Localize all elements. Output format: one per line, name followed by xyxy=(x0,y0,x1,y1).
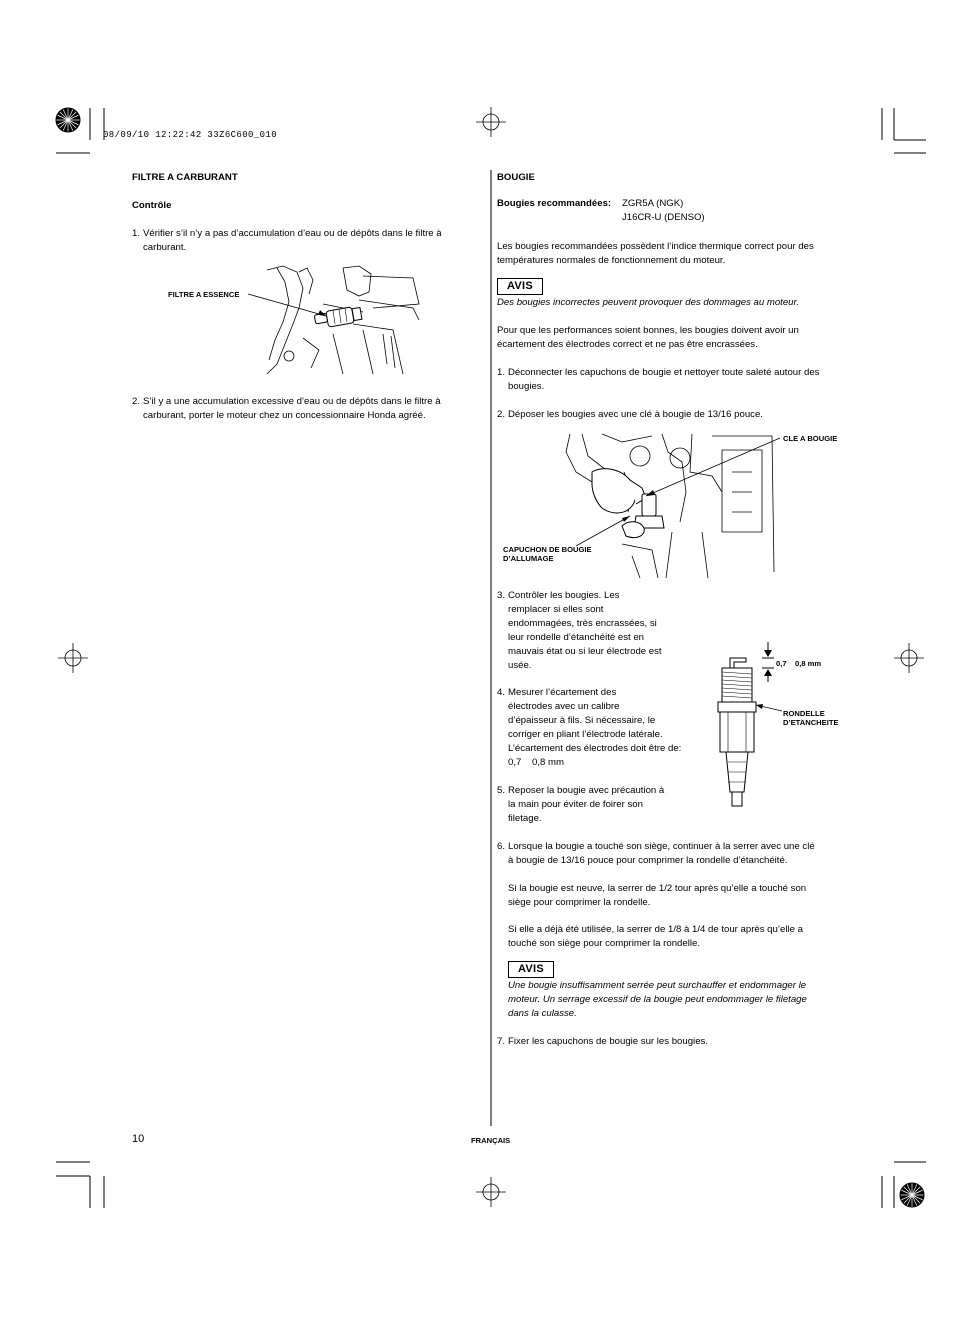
notice-text: moteur. Un serrage excessif de la bougie peut endommager le filetage xyxy=(508,994,807,1005)
section-title-spark-plug: BOUGIE xyxy=(497,172,535,183)
notice-badge: AVIS xyxy=(497,278,543,295)
step-text: carburant. xyxy=(143,242,187,253)
figure-label-electrode-gap: 0,7 0,8 mm xyxy=(776,659,822,668)
step-text: Lorsque la bougie a touché son siège, continuer à la serrer avec une clé xyxy=(508,841,815,852)
step-text: Déposer les bougies avec une clé à bougie de 13/16 pouce. xyxy=(508,409,763,420)
step-number: 2. xyxy=(132,396,141,407)
step-text: Vérifier s’il n’y a pas d’accumulation d’eau ou de dépôts dans le filtre à xyxy=(143,228,442,239)
step-text: mauvais état ou si leur électrode est xyxy=(508,646,662,657)
step-number: 1. xyxy=(132,228,141,239)
notice-badge: AVIS xyxy=(508,961,554,978)
step-text: S’il y a une accumulation excessive d’eau ou de dépôts dans le filtre à xyxy=(143,396,441,407)
step-text: carburant, porter le moteur chez un concessionnaire Honda agréé. xyxy=(143,410,426,421)
step-text: endommagées, très encrassées, si xyxy=(508,618,657,629)
leader-line xyxy=(754,703,784,713)
leader-line xyxy=(248,294,338,324)
step-text: L’écartement des électrodes doit être de: xyxy=(508,743,682,754)
step-text: remplacer si elles sont xyxy=(508,604,604,615)
step-text: touché son siège pour comprimer la rondelle. xyxy=(508,938,700,949)
figure-label-sealing-washer: RONDELLE xyxy=(783,709,825,718)
leader-line xyxy=(576,512,636,562)
step-text: Déconnecter les capuchons de bougie et nettoyer toute saleté autour des xyxy=(508,367,820,378)
step-number: 6. xyxy=(497,841,506,852)
step-text: à bougie de 13/16 pouce pour comprimer la rondelle d’étanchéité. xyxy=(508,855,788,866)
figure-label-plug-wrench: CLE A BOUGIE xyxy=(783,434,838,443)
step-text: Contrôler les bougies. Les xyxy=(508,590,620,601)
registration-target-icon xyxy=(476,107,506,137)
step-text: usée. xyxy=(508,660,532,671)
step-text: Reposer la bougie avec précaution à xyxy=(508,785,665,796)
step-number: 5. xyxy=(497,785,506,796)
step-text: d’épaisseur à fils. Si nécessaire, le xyxy=(508,715,656,726)
recommended-plugs-label: Bougies recommandées: xyxy=(497,198,612,209)
step-text: Si la bougie est neuve, la serrer de 1/2 tour après qu’elle a touché son xyxy=(508,883,807,894)
step-number: 4. xyxy=(497,687,506,698)
print-stamp: 08/09/10 12:22:42 33Z6C600_010 xyxy=(103,130,278,140)
leader-line xyxy=(640,438,780,508)
paragraph: Les bougies recommandées possèdent l’indice thermique correct pour des xyxy=(497,241,814,252)
step-text: bougies. xyxy=(508,381,545,392)
registration-target-icon xyxy=(476,1177,506,1207)
registration-target-icon xyxy=(58,643,88,673)
recommended-plug-value: ZGR5A (NGK) xyxy=(622,198,684,209)
step-text: leur rondelle d’étanchéité est en xyxy=(508,632,645,643)
notice-text: dans la culasse. xyxy=(508,1008,577,1019)
subsection-title-inspection: Contrôle xyxy=(132,200,172,211)
paragraph: écartement des électrodes correct et ne pas être encrassées. xyxy=(497,339,758,350)
notice-text: Des bougies incorrectes peuvent provoquer des dommages au moteur. xyxy=(497,297,800,308)
step-text: Si elle a déjà été utilisée, la serrer de 1/8 à 1/4 de tour après qu’elle a xyxy=(508,924,803,935)
registration-target-icon xyxy=(894,643,924,673)
step-text: Mesurer l’écartement des xyxy=(508,687,617,698)
step-number: 3. xyxy=(497,590,506,601)
step-number: 7. xyxy=(497,1036,506,1047)
figure-label-fuel-filter: FILTRE A ESSENCE xyxy=(168,290,240,299)
section-title-fuel-filter: FILTRE A CARBURANT xyxy=(132,172,238,183)
starburst-calibration-icon xyxy=(54,106,82,134)
step-text: électrodes avec un calibre xyxy=(508,701,620,712)
figure-label-plug-cap: D’ALLUMAGE xyxy=(503,554,554,563)
footer-language: FRANÇAIS xyxy=(471,1136,511,1145)
paragraph: Pour que les performances soient bonnes, les bougies doivent avoir un xyxy=(497,325,799,336)
step-text: 0,7 0,8 mm xyxy=(508,757,564,768)
starburst-calibration-icon xyxy=(898,1181,926,1209)
step-number: 2. xyxy=(497,409,506,420)
step-text: Fixer les capuchons de bougie sur les bougies. xyxy=(508,1036,708,1047)
spark-plug-diagram xyxy=(716,642,776,812)
page-number: 10 xyxy=(132,1133,145,1145)
paragraph: températures normales de fonctionnement du moteur. xyxy=(497,255,726,266)
notice-text: Une bougie insuffisamment serrée peut surchauffer et endommager le xyxy=(508,980,807,991)
step-text: la main pour éviter de foirer son xyxy=(508,799,643,810)
figure-label-plug-cap: CAPUCHON DE BOUGIE xyxy=(503,545,592,554)
step-text: corriger en pliant l’électrode latérale. xyxy=(508,729,663,740)
figure-label-sealing-washer: D’ETANCHEITE xyxy=(783,718,839,727)
step-number: 1. xyxy=(497,367,506,378)
recommended-plug-value: J16CR-U (DENSO) xyxy=(622,212,705,223)
step-text: filetage. xyxy=(508,813,542,824)
step-text: siège pour comprimer la rondelle. xyxy=(508,897,651,908)
